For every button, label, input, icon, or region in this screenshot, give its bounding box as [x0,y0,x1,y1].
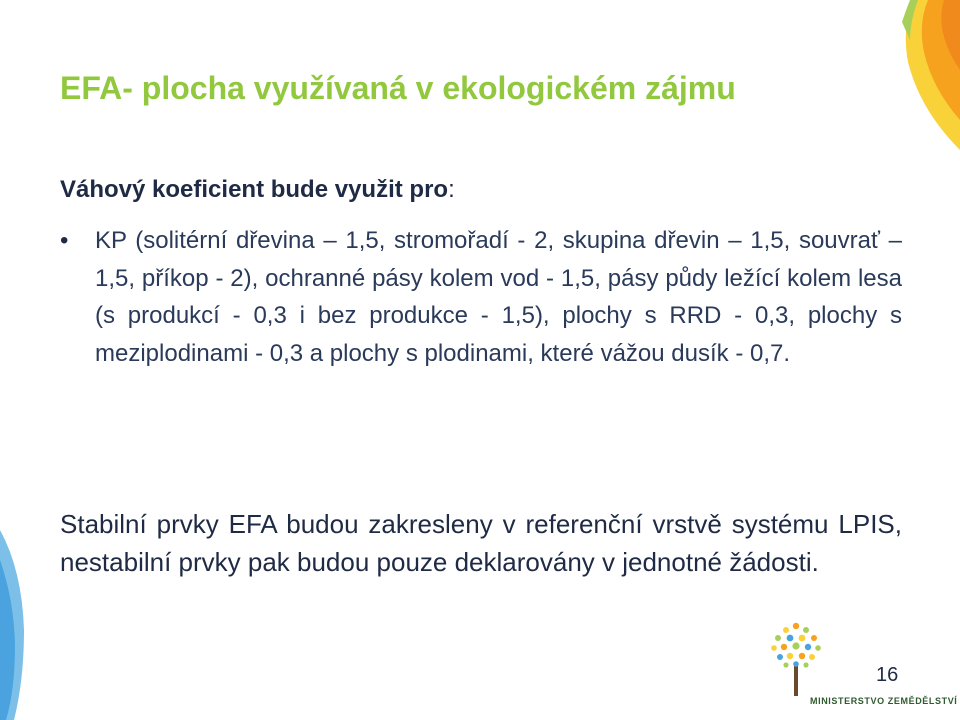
bullet-text: KP (solitérní dřevina – 1,5, stromořadí - 2, skupina dřevin – 1,5, souvrať – 1,5, příkop - 2), ochranné pásy kolem vod - 1,5, pásy půdy ležící kolem lesa (s produkcí - 0,3 i bez produkce - 1,5), plochy s RRD - 0,3, plochy s meziplodinami - 0,3 a plochy s plodinami, které vážou dusík - 0,7. [95,227,902,367]
logo-text: MINISTERSTVO ZEMĚDĚLSTVÍ [810,696,958,706]
bullet-dot-icon: • [60,227,69,254]
ministry-logo [748,612,960,720]
page-number: 16 [876,664,899,686]
corner-decoration-bottom-left [0,530,30,720]
section-heading [60,176,455,204]
list-item [60,222,902,372]
section-heading-bold: Váhový koeficient bude využit pro [60,176,449,203]
bullet-list [60,222,902,372]
tree-logo-icon [768,616,824,700]
body-paragraph: Stabilní prvky EFA budou zakresleny v referenční vrstvě systému LPIS, nestabilní prvky pak budou pouze deklarovány v jednotné žádosti. [60,509,902,577]
section-heading-suffix: : [448,176,455,203]
corner-decoration-top-right [860,0,960,150]
slide-title: EFA- plocha využívaná v ekologickém zájmu [60,70,736,106]
